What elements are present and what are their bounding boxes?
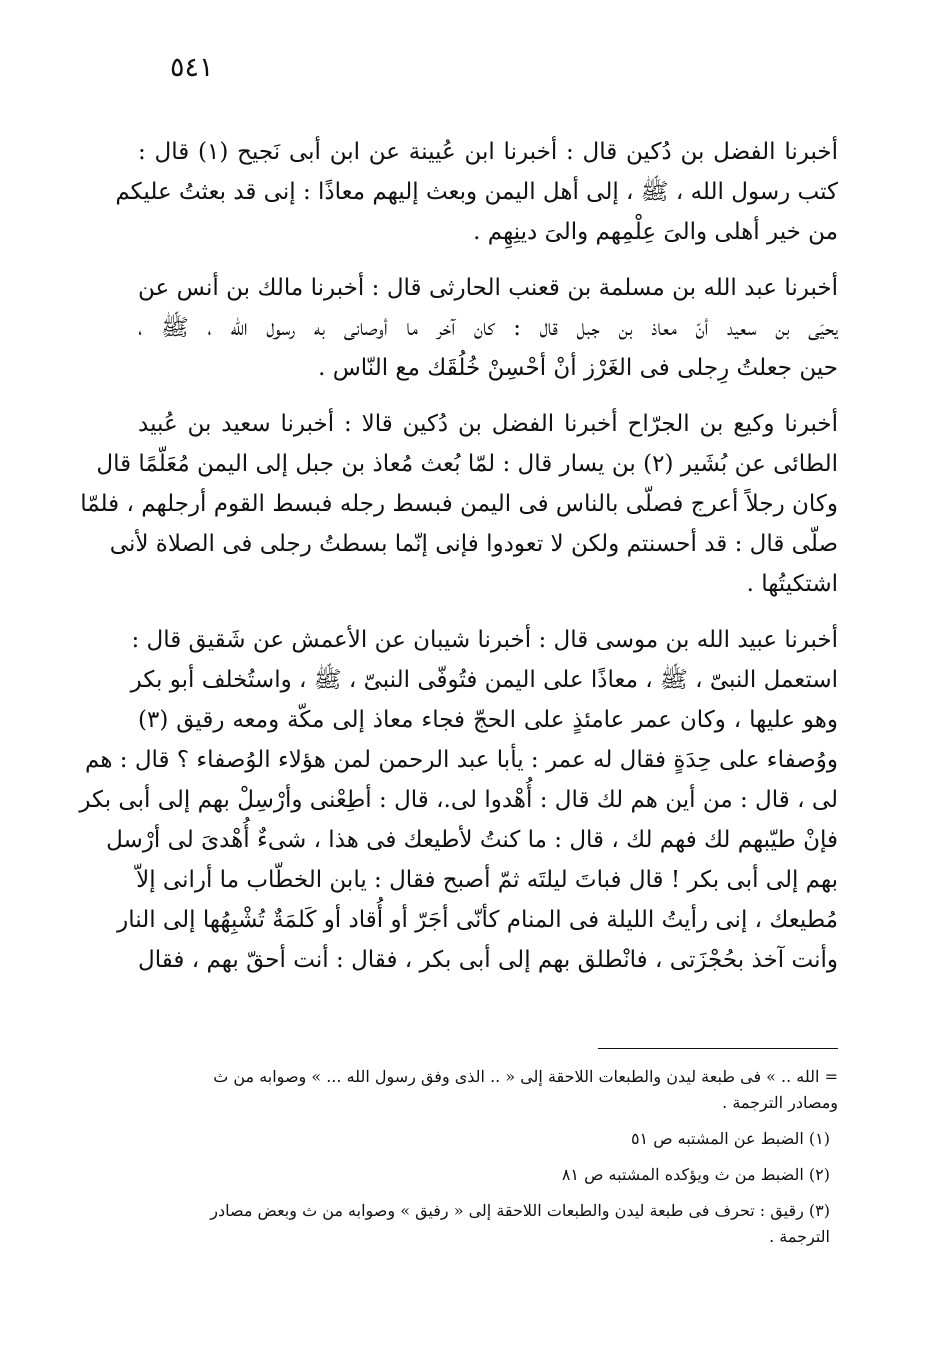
text-line: لى ، قال : من أين هم لك قال : أُهْدوا لى.، قال : أطِعْنى وأرْسِلْ بهم إلى أبى بكر xyxy=(79,787,838,813)
text-line: كتب رسول الله ، ﷺ ، إلى أهل اليمن وبعث إليهم معاذًا : إنى قد بعثتُ عليكم xyxy=(115,179,838,205)
text-line: أخبرنا الفضل بن دُكين قال : أخبرنا ابن عُيينة عن ابن أبى نَجيح (١) قال : xyxy=(138,139,838,165)
footnote-line: الترجمة . xyxy=(769,1227,830,1246)
text-line: يحيَى بن سعيد أنّ معاذ بن جبل قال : كان آخر ما أوصانى به رسول الله ، ﷺ ، xyxy=(138,315,838,341)
text-line: وأنت آخذ بحُجْزَتى ، فانْطلق بهم إلى أبى بكر ، فقال : أنت أحقّ بهم ، فقال xyxy=(138,947,838,973)
text-line: مُطيعك ، إنى رأيتُ الليلة فى المنام كأنّى أجَرّ أو أُقاد أو كَلمَةٌ تُشْبِهُها إلى النار xyxy=(117,907,838,933)
text-line: بهم إلى أبى بكر ! قال فباتَ ليلتَه ثمّ أصبح فقال : يابن الخطّاب ما أرانى إلاّ xyxy=(136,867,838,893)
footnote-continuation xyxy=(138,1064,838,1116)
text-line: صلّى قال : قد أحسنتم ولكن لا تعودوا فإنى إنّما بسطتُ رجلى فى الصلاة لأنى xyxy=(109,531,838,557)
footnote-line: (٣) رقيق : تحرف فى طبعة ليدن والطبعات اللاحقة إلى « رفيق » وصوابه من ث وبعض مصادر xyxy=(210,1201,830,1220)
paragraph xyxy=(79,620,838,980)
text-line: من خير أهلى والىَ عِلْمِهم والىَ دينِهِم . xyxy=(473,219,838,245)
text-line: وهو عليها ، وكان عمر عامئذٍ على الحجّ فجاء معاذ إلى مكّة ومعه رقيق (٣) xyxy=(138,707,838,733)
footnote-line: ومصادر الترجمة . xyxy=(722,1093,838,1112)
paragraph xyxy=(115,132,838,252)
footnote-1 xyxy=(138,1126,838,1152)
paragraph xyxy=(138,268,838,388)
text-line: وكان رجلاً أعرج فصلّى بالناس فى اليمن فبسط رجله فبسط القوم أرجلهم ، فلمّا xyxy=(80,491,838,517)
text-line: أخبرنا وكيع بن الجرّاح أخبرنا الفضل بن دُكين قالا : أخبرنا سعيد بن عُبيد xyxy=(138,411,838,437)
footnote-3 xyxy=(138,1198,838,1250)
footnotes xyxy=(138,1064,838,1260)
footnote-2 xyxy=(138,1162,838,1188)
footnote-line: (٢) الضبط من ث ويؤكده المشتبه ص ٨١ xyxy=(561,1165,830,1184)
text-line: أخبرنا عبد الله بن مسلمة بن قعنب الحارثى قال : أخبرنا مالك بن أنس عن xyxy=(138,275,838,301)
text-line: استعمل النبىّ ، ﷺ ، معاذًا على اليمن فتُوفّى النبىّ ، ﷺ ، واستُخلف أبو بكر xyxy=(130,667,838,693)
paragraph xyxy=(80,404,838,604)
footnote-line: = الله .. » فى طبعة ليدن والطبعات اللاحقة إلى « .. الذى وفق رسول الله ... » وصوابه من ث xyxy=(213,1067,838,1086)
text-line: الطائى عن بُشَير (٢) بن يسار قال : لمّا بُعث مُعاذ بن جبل إلى اليمن مُعَلّمًا قال xyxy=(96,451,838,477)
page-number: ٥٤١ xyxy=(170,52,214,83)
footnote-line: (١) الضبط عن المشتبه ص ٥١ xyxy=(630,1129,830,1148)
text-line: حين جعلتُ رِجلى فى الغَرْز أنْ أحْسِنْ خُلُقَك مع النّاس . xyxy=(318,355,838,381)
body-text xyxy=(79,132,838,996)
footnote-divider xyxy=(598,1048,838,1049)
text-line: فإنْ طيّبهم لك فهم لك ، قال : ما كنتُ لأطيعك فى هذا ، شىءٌ أُهْدىَ لى أرْسل xyxy=(106,827,838,853)
text-line: ووُصفاء على حِدَةٍ فقال له عمر : يأبا عبد الرحمن لمن هؤلاء الوُصفاء ؟ قال : هم xyxy=(85,747,838,773)
text-line: أخبرنا عبيد الله بن موسى قال : أخبرنا شيبان عن الأعمش عن شَقيق قال : xyxy=(131,627,838,653)
text-line: اشتكيتُها . xyxy=(746,571,838,597)
